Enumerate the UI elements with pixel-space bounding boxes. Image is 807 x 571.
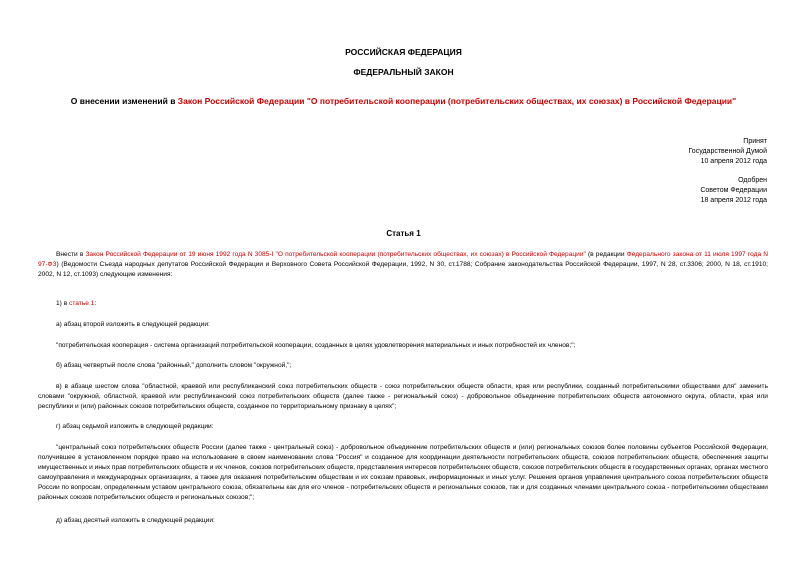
article1-link[interactable]: статье 1 xyxy=(69,300,95,307)
item-a: а) абзац второй изложить в следующей редакции: xyxy=(56,321,210,328)
law-title xyxy=(0,96,807,106)
approved-block xyxy=(700,176,767,206)
accepted-date: 10 апреля 2012 года xyxy=(700,158,767,165)
accepted-by: Государственной Думой xyxy=(688,148,767,155)
item-v: в) в абзаце шестом слова "областной, краевой или республиканский союз потребительских обществ - союз потребительских обществ области, края или республики, созданный потребительскими обществами для" заменить словами "окружной, областной, краевой или республиканский союз потребительских обществ (далее также - региональный союз) - добровольное объединение потребительских обществ автономного округа, области, края или республики и (или) районных союзов потребительских обществ, созданное по территориальному признаку в целях"; xyxy=(38,383,768,410)
country-heading: РОССИЙСКАЯ ФЕДЕРАЦИЯ xyxy=(345,47,462,57)
article-heading: Статья 1 xyxy=(386,229,421,238)
approved-by: Советом Федерации xyxy=(700,187,767,194)
accepted-block xyxy=(688,137,767,167)
item-g-text: "центральный союз потребительских обществ России (далее также - центральный союз) - добровольное объединение потребительских обществ и (или) региональных союзов более половины субъектов Российской Федерации, получившее в установленном порядке право на использование в своем наименовании слова "Россия" и созданное для координации деятельности потребительских обществ, союзов потребительских обществ, обеспечения защиты имущественных и иных прав потребительских обществ и их членов, союзов потребительских обществ, представления интересов потребительских обществ, союзов потребительских обществ в государственных органах, органах местного самоуправления и международных организациях, а также для оказания потребительским обществам и их союзам правовых, информационных и иных услуг. Решения органов управления центрального союза потребительских обществ России по вопросам, определенным уставом центрального союза, обязательны как для его членов - потребительских обществ и региональных союзов, так и для созданных членами центрального союза - потребительскими обществами районных союзов потребительских обществ и региональных союзов;"; xyxy=(38,444,768,501)
item-d: д) абзац десятый изложить в следующей редакции: xyxy=(56,517,215,524)
law-1997-link[interactable]: Федерального закона от 11 июля 1997 года N 97-ФЗ xyxy=(38,251,768,268)
item-a-text: "потребительская кооперация - система организаций потребительской кооперации, созданных в целях удовлетворения материальных и иных потребностей их членов;"; xyxy=(56,342,576,349)
doc-type-heading: ФЕДЕРАЛЬНЫЙ ЗАКОН xyxy=(353,67,454,77)
item-1 xyxy=(38,299,768,309)
item1-after: : xyxy=(94,300,97,307)
intro-paragraph xyxy=(38,250,768,280)
intro-after: ) (Ведомости Съезда народных депутатов Российской Федерации и Верховного Совета Российской Федерации, 1992, N 30, ст.1788; Собрание законодательства Российской Федерации, 1997, N 28, ст.3306; 2000, N 18, ст.1910; 2002, N 12, ст.1093) следующие изменения: xyxy=(38,261,768,278)
title-prefix: О внесении изменений в xyxy=(70,96,178,106)
item1-before: 1) в xyxy=(56,300,70,307)
approved-date: 18 апреля 2012 года xyxy=(700,197,767,204)
accepted-label: Принят xyxy=(743,138,767,145)
intro-before: Внести в xyxy=(56,251,86,258)
item-b: б) абзац четвертый после слова "районный," дополнить словом "окружной,"; xyxy=(56,362,292,369)
approved-label: Одобрен xyxy=(738,177,767,184)
law-1992-link[interactable]: Закон Российской Федерации от 19 июня 1992 года N 3085-I "О потребительской кооперации (потребительских обществах, их союзах) в Российской Федерации" xyxy=(85,251,586,258)
title-law-link[interactable]: Закон Российской Федерации "О потребительской кооперации (потребительских обществах, их союзах) в Российской Федерации" xyxy=(177,96,737,106)
item-g: г) абзац седьмой изложить в следующей редакции: xyxy=(56,423,214,430)
intro-middle: (в редакции xyxy=(585,251,627,258)
